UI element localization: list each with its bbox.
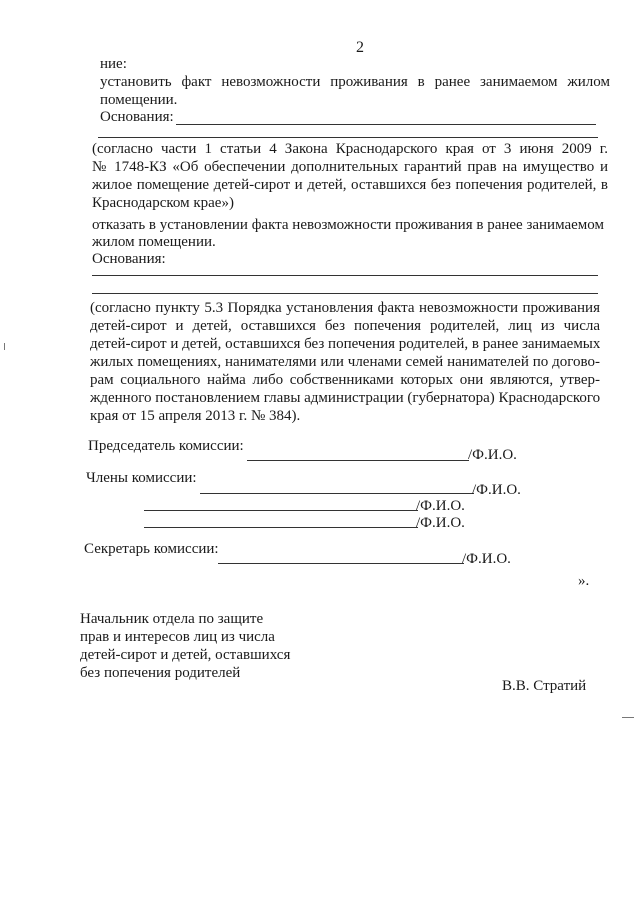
footer-position-line: детей-сирот и детей, оставшихся — [80, 647, 291, 663]
refuse-line-2: жилом помещении. — [92, 234, 216, 250]
member-signature-line-2 — [144, 510, 418, 511]
chairman-signature-line — [247, 460, 469, 461]
member-signature-line-3 — [144, 527, 418, 528]
footer-position-line: прав и интересов лиц из числа — [80, 629, 275, 645]
secretary-fio: /Ф.И.О. — [462, 551, 511, 567]
member-signature-line-1 — [200, 493, 474, 494]
grounds-label-2: Основания: — [92, 251, 166, 267]
chairman-fio: /Ф.И.О. — [468, 447, 517, 463]
footer-position-line: Начальник отдела по защите — [80, 611, 264, 627]
secretary-signature-line — [218, 563, 464, 564]
scan-edge-mark — [622, 717, 634, 718]
member-fio-3: /Ф.И.О. — [416, 515, 465, 531]
member-fio-1: /Ф.И.О. — [472, 482, 521, 498]
grounds-line-2b — [92, 293, 598, 294]
law-note-line: Краснодарском крае») — [92, 195, 234, 211]
closing-quote: ». — [578, 573, 590, 589]
law-note-line: жилое помещение детей-сирот и детей, оставшихся без попечения родителей, в — [92, 177, 608, 193]
law-note-line: № 1748-КЗ «Об обеспечении дополнительных гарантий прав на имущество и — [92, 159, 608, 175]
procedure-note-line: детей-сирот и детей, оставшихся без попечения родителей, лиц из числа — [90, 318, 600, 334]
grounds-line-1b — [98, 137, 598, 138]
page-number: 2 — [356, 39, 364, 56]
establish-fact-line-2: помещении. — [100, 92, 178, 108]
refuse-line: отказать в установлении факта невозможности проживания в ранее занимаемом — [92, 217, 604, 233]
law-note-line: (согласно части 1 статьи 4 Закона Краснодарского края от 3 июня 2009 г. — [92, 141, 608, 157]
procedure-note-line: рам социального найма либо собственниками которых они являются, утвер- — [90, 372, 600, 388]
procedure-note-line: жилых помещениях, нанимателями или членами семей нанимателей по догово- — [90, 354, 600, 370]
procedure-note-line: детей-сирот и детей, оставшихся без попечения родителей, в ранее занимаемых — [90, 336, 600, 352]
continuation-text: ние: — [100, 56, 127, 72]
members-label: Члены комиссии: — [86, 470, 197, 486]
grounds-label-1: Основания: — [100, 109, 174, 125]
grounds-line-2a — [92, 275, 598, 276]
footer-position-line: без попечения родителей — [80, 665, 241, 681]
member-fio-2: /Ф.И.О. — [416, 498, 465, 514]
chairman-label: Председатель комиссии: — [88, 438, 244, 454]
grounds-line-1a — [176, 124, 596, 125]
scan-margin-mark — [4, 343, 5, 350]
establish-fact-line: установить факт невозможности проживания в ранее занимаемом жилом — [100, 74, 610, 90]
procedure-note-line: жденного постановлением главы администрации (губернатора) Краснодарского — [90, 390, 600, 406]
procedure-note-line: (согласно пункту 5.3 Порядка установления факта невозможности проживания — [90, 300, 600, 316]
secretary-label: Секретарь комиссии: — [84, 541, 219, 557]
signatory-name: В.В. Стратий — [502, 678, 587, 694]
procedure-note-line: края от 15 апреля 2013 г. № 384). — [90, 408, 301, 424]
